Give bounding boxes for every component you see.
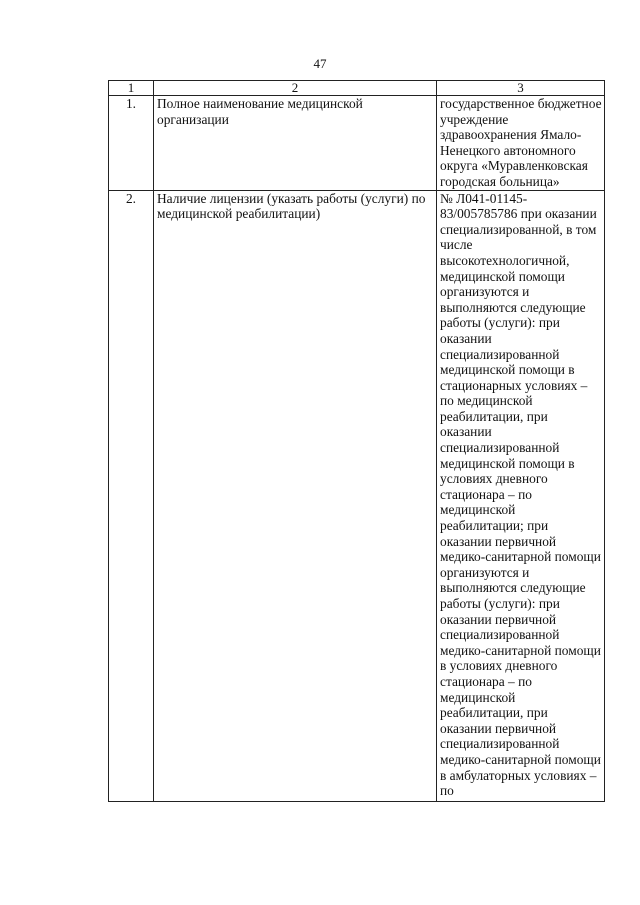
row-label: Полное наименование медицинской организации <box>154 96 437 191</box>
header-col-3: 3 <box>437 81 605 96</box>
table-row <box>109 190 605 801</box>
table-header-row <box>109 81 605 96</box>
page-number: 47 <box>313 56 327 71</box>
row-number: 1. <box>109 96 154 191</box>
header-col-2: 2 <box>154 81 437 96</box>
row-value: государственное бюджетное учреждение здравоохранения Ямало-Ненецкого автономного округа «Муравленковская городская больница» <box>437 96 605 191</box>
row-number: 2. <box>109 190 154 801</box>
header-col-1: 1 <box>109 81 154 96</box>
row-value: № Л041-01145-83/005785786 при оказании специализированной, в том числе высокотехнологичной, медицинской помощи организуются и выполняются следующие работы (услуги): при оказании специализированной медицинской помощи в стационарных условиях – по медицинской реабилитации, при оказании специализированной медицинской помощи в условиях дневного стационара – по медицинской реабилитации; при оказании первичной медико-санитарной помощи организуются и выполняются следующие работы (услуги): при оказании первичной специализированной медико-санитарной помощи в условиях дневного стационара – по медицинской реабилитации, при оказании первичной специализированной медико-санитарной помощи в амбулаторных условиях – по <box>437 190 605 801</box>
row-label: Наличие лицензии (указать работы (услуги) по медицинской реабилитации) <box>154 190 437 801</box>
table-row <box>109 96 605 191</box>
license-info-table <box>108 80 605 802</box>
